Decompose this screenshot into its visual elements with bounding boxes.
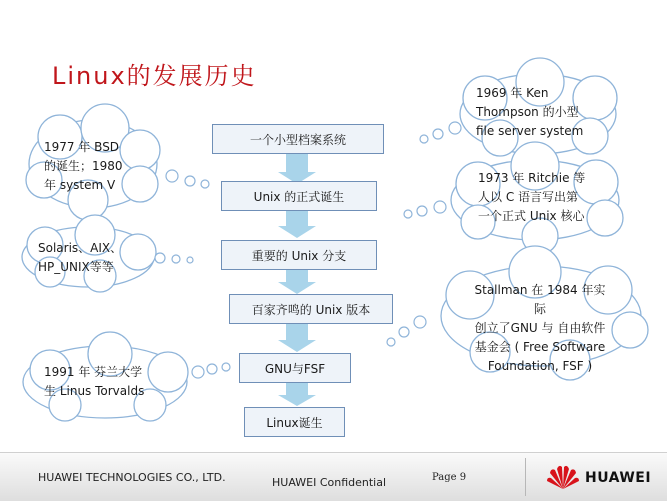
flow-step-4: 百家齐鸣的 Unix 版本 bbox=[229, 294, 393, 324]
flow-step-6: Linux诞生 bbox=[244, 407, 345, 437]
cloud-solaris-text bbox=[38, 239, 122, 277]
footer-confidential: HUAWEI Confidential bbox=[272, 476, 387, 489]
cloud-ken-text bbox=[476, 84, 583, 141]
flow-step-2: Unix 的正式诞生 bbox=[221, 181, 377, 211]
flow-step-3: 重要的 Unix 分支 bbox=[221, 240, 377, 270]
cloud-line: file server system bbox=[476, 124, 584, 138]
flow-step-5: GNU与FSF bbox=[239, 353, 351, 383]
huawei-logo-text: HUAWEI bbox=[585, 470, 652, 486]
footer-page-number: Page 9 bbox=[432, 472, 467, 483]
cloud-stallman-text bbox=[470, 281, 610, 376]
cloud-line: 人以 C 语言写出第 bbox=[478, 190, 579, 204]
flow-step-1: 一个小型档案系统 bbox=[212, 124, 384, 154]
huawei-logo-icon bbox=[545, 461, 581, 491]
cloud-line: 1977 年 BSD bbox=[44, 140, 120, 154]
cloud-ritchie-text bbox=[478, 169, 585, 226]
cloud-line: 年 system V bbox=[44, 178, 116, 192]
cloud-line: 创立了GNU 与 自由软件 bbox=[474, 321, 606, 335]
arrow-2 bbox=[278, 207, 316, 238]
cloud-line: 的诞生；1980 bbox=[44, 159, 123, 173]
cloud-line: 基金会 ( Free Software bbox=[474, 340, 606, 354]
cloud-line: 1991 年 芬兰大学 bbox=[44, 365, 143, 379]
cloud-line: 1969 年 Ken bbox=[476, 86, 549, 100]
arrow-5 bbox=[278, 381, 316, 406]
cloud-line: HP_UNIX等等 bbox=[38, 260, 114, 274]
cloud-line: Stallman 在 1984 年实际 bbox=[474, 283, 606, 316]
cloud-line: 1973 年 Ritchie 等 bbox=[478, 171, 586, 185]
cloud-bsd-text bbox=[44, 138, 123, 195]
cloud-line: Solaris、AIX、 bbox=[38, 241, 123, 255]
cloud-line: Thompson 的小型 bbox=[476, 105, 579, 119]
arrow-3 bbox=[278, 266, 316, 294]
footer-company: HUAWEI TECHNOLOGIES CO., LTD. bbox=[38, 471, 226, 484]
cloud-torvalds-text bbox=[44, 363, 144, 401]
arrow-1 bbox=[278, 154, 316, 184]
cloud-line: Foundation, FSF ) bbox=[487, 359, 593, 373]
footer-separator bbox=[525, 458, 526, 496]
cloud-line: 一个正式 Unix 核心 bbox=[478, 209, 585, 223]
page-title: Linux的发展历史 bbox=[52, 62, 257, 90]
arrow-4 bbox=[278, 322, 316, 352]
cloud-line: 生 Linus Torvalds bbox=[44, 384, 145, 398]
